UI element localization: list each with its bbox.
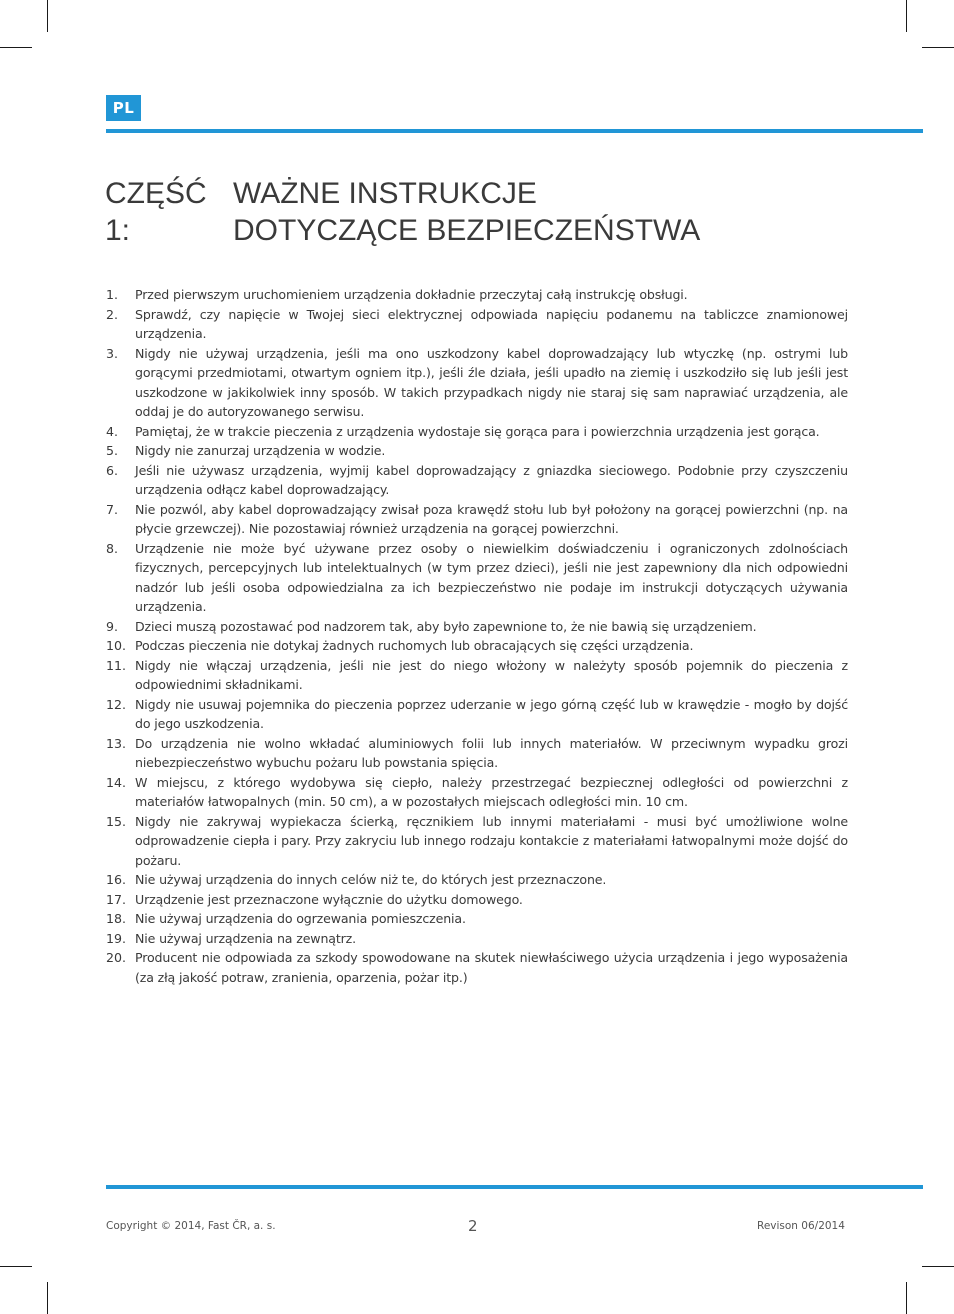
list-item [106,812,848,871]
item-number: 10. [106,638,127,653]
item-text: Nie pozwól, aby kabel doprowadzający zwisał poza krawędź stołu lub był położony na gorącej powierzchni (np. na płycie grzewczej). Nie pozostawiaj również urządzenia na gorącej powierzchni. [135,501,848,536]
list-item [106,461,848,500]
item-number: 13. [106,735,127,751]
list-item [106,285,848,305]
list-item [106,890,848,910]
list-item [106,617,848,637]
crop-mark [906,0,907,32]
revision-text: Revison 06/2014 [757,1220,845,1232]
item-number: 12. [106,696,127,712]
item-text: Nigdy nie włączaj urządzenia, jeśli nie jest do niego włożony w należyty sposób pojemnik do pieczenia z odpowiednimi składnikami. [135,657,848,692]
list-item [106,870,848,890]
crop-mark [906,1282,907,1314]
item-number: 1. [106,287,119,302]
list-item [106,929,848,949]
item-text: Producent nie odpowiada za szkody spowodowane na skutek niewłaściwego użycia urządzenia i jego wyposażenia (za złą jakość potraw, zranienia, oparzenia, pożar itp.) [135,950,848,985]
crop-mark [0,47,32,48]
language-badge: PL [106,95,141,121]
item-number: 14. [106,774,127,790]
item-text: Nigdy nie usuwaj pojemnika do pieczenia poprzez uderzanie w jego górną część lub w krawędzie - mogło by dojść do jego uszkodzenia. [135,696,848,731]
item-number: 11. [106,657,127,673]
list-item [106,422,848,442]
item-number: 4. [106,423,119,439]
list-item [106,948,848,987]
page-number: 2 [468,1217,478,1235]
list-item [106,734,848,773]
list-item [106,773,848,812]
item-number: 2. [106,306,119,322]
copyright-text: Copyright © 2014, Fast ČR, a. s. [106,1220,276,1232]
list-item [106,539,848,617]
item-number: 5. [106,443,119,458]
item-text: Dzieci muszą pozostawać pod nadzorem tak, aby było zapewnione to, że nie bawią się urządzeniem. [135,618,757,634]
item-text: Nigdy nie używaj urządzenia, jeśli ma ono uszkodzony kabel doprowadzający lub wtyczkę (np. ostrymi lub gorącymi przedmiotami, otwartym ogniem itp.), jeśli źle działa, jeśli upadło na ziemię i uszkodziło się lub jeśli jest uszkodzone w jakikolwiek inny sposób. W takich przypadkach nigdy nie staraj się sam naprawiać urządzenia, ale oddaj je do autoryzowanego serwisu. [135,345,848,419]
item-number: 20. [106,950,127,965]
list-item [106,441,848,461]
list-item [106,636,848,656]
safety-instructions-list [106,285,848,987]
header-rule [106,129,923,133]
item-number: 17. [106,891,127,907]
item-text: Nigdy nie zakrywaj wypiekacza ścierką, ręcznikiem lub innymi materiałami - musi być umożliwione wolne odprowadzenie ciepła i pary. Przy zakryciu lub innego rodzaju kontakcie z materiałami łatwopalnymi może dojść do pożaru. [135,813,848,868]
item-number: 3. [106,345,119,361]
crop-mark [922,47,954,48]
item-text: Przed pierwszym uruchomieniem urządzenia dokładnie przeczytaj całą instrukcję obsługi. [135,287,688,302]
crop-mark [922,1266,954,1267]
item-number: 15. [106,813,127,829]
item-text: Podczas pieczenia nie dotykaj żadnych ruchomych lub obracających się części urządzenia. [135,638,694,653]
item-text: Urządzenie nie może być używane przez osoby o niewielkim doświadczeniu i ograniczonych zdolnościach fizycznych, percepcyjnych lub intelektualnych (w tym przez dzieci), jeśli nie jest zapewniony dla nich odpowiedni nadzór lub jeśli osoba odpowiedzialna za ich bezpieczeństwo nie podaje im instrukcji dotyczących używania urządzenia. [135,540,848,614]
item-text: Nie używaj urządzenia do ogrzewania pomieszczenia. [135,911,466,926]
item-text: Pamiętaj, że w trakcie pieczenia z urządzenia wydostaje się gorąca para i powierzchnia urządzenia jest gorąca. [135,423,820,439]
list-item [106,305,848,344]
crop-mark [47,0,48,32]
item-text: Sprawdź, czy napięcie w Twojej sieci elektrycznej odpowiada napięciu podanemu na tabliczce znamionowej urządzenia. [135,306,848,341]
page-title [105,175,865,249]
item-number: 9. [106,618,119,634]
title-text: WAŻNE INSTRUKCJE DOTYCZĄCE BEZPIECZEŃSTWA [233,177,701,247]
item-number: 6. [106,462,119,478]
item-text: Do urządzenia nie wolno wkładać aluminiowych folii lub innych materiałów. W przeciwnym wypadku grozi niebezpieczeństwo wybuchu pożaru lub powstania spięcia. [135,735,848,770]
footer-rule [106,1185,923,1189]
crop-mark [0,1266,32,1267]
title-prefix: CZĘŚĆ 1: [105,177,207,247]
item-number: 7. [106,501,119,517]
item-number: 19. [106,930,127,946]
list-item [106,695,848,734]
item-text: Nie używaj urządzenia na zewnątrz. [135,930,356,946]
item-text: Jeśli nie używasz urządzenia, wyjmij kabel doprowadzający z gniazdka sieciowego. Podobnie przy czyszczeniu urządzenia odłącz kabel doprowadzający. [135,462,848,497]
item-number: 18. [106,911,127,926]
list-item [106,656,848,695]
crop-mark [47,1282,48,1314]
list-item [106,909,848,929]
list-item [106,500,848,539]
item-text: Nigdy nie zanurzaj urządzenia w wodzie. [135,443,386,458]
item-text: Urządzenie jest przeznaczone wyłącznie do użytku domowego. [135,891,523,907]
list-item [106,344,848,422]
item-text: Nie używaj urządzenia do innych celów niż te, do których jest przeznaczone. [135,872,607,887]
item-text: W miejscu, z którego wydobywa się ciepło, należy przestrzegać bezpiecznej odległości od powierzchni z materiałów łatwopalnych (min. 50 cm), a w pozostałych miejscach odległości min. 10 cm. [135,774,848,809]
item-number: 8. [106,540,119,556]
item-number: 16. [106,872,127,887]
